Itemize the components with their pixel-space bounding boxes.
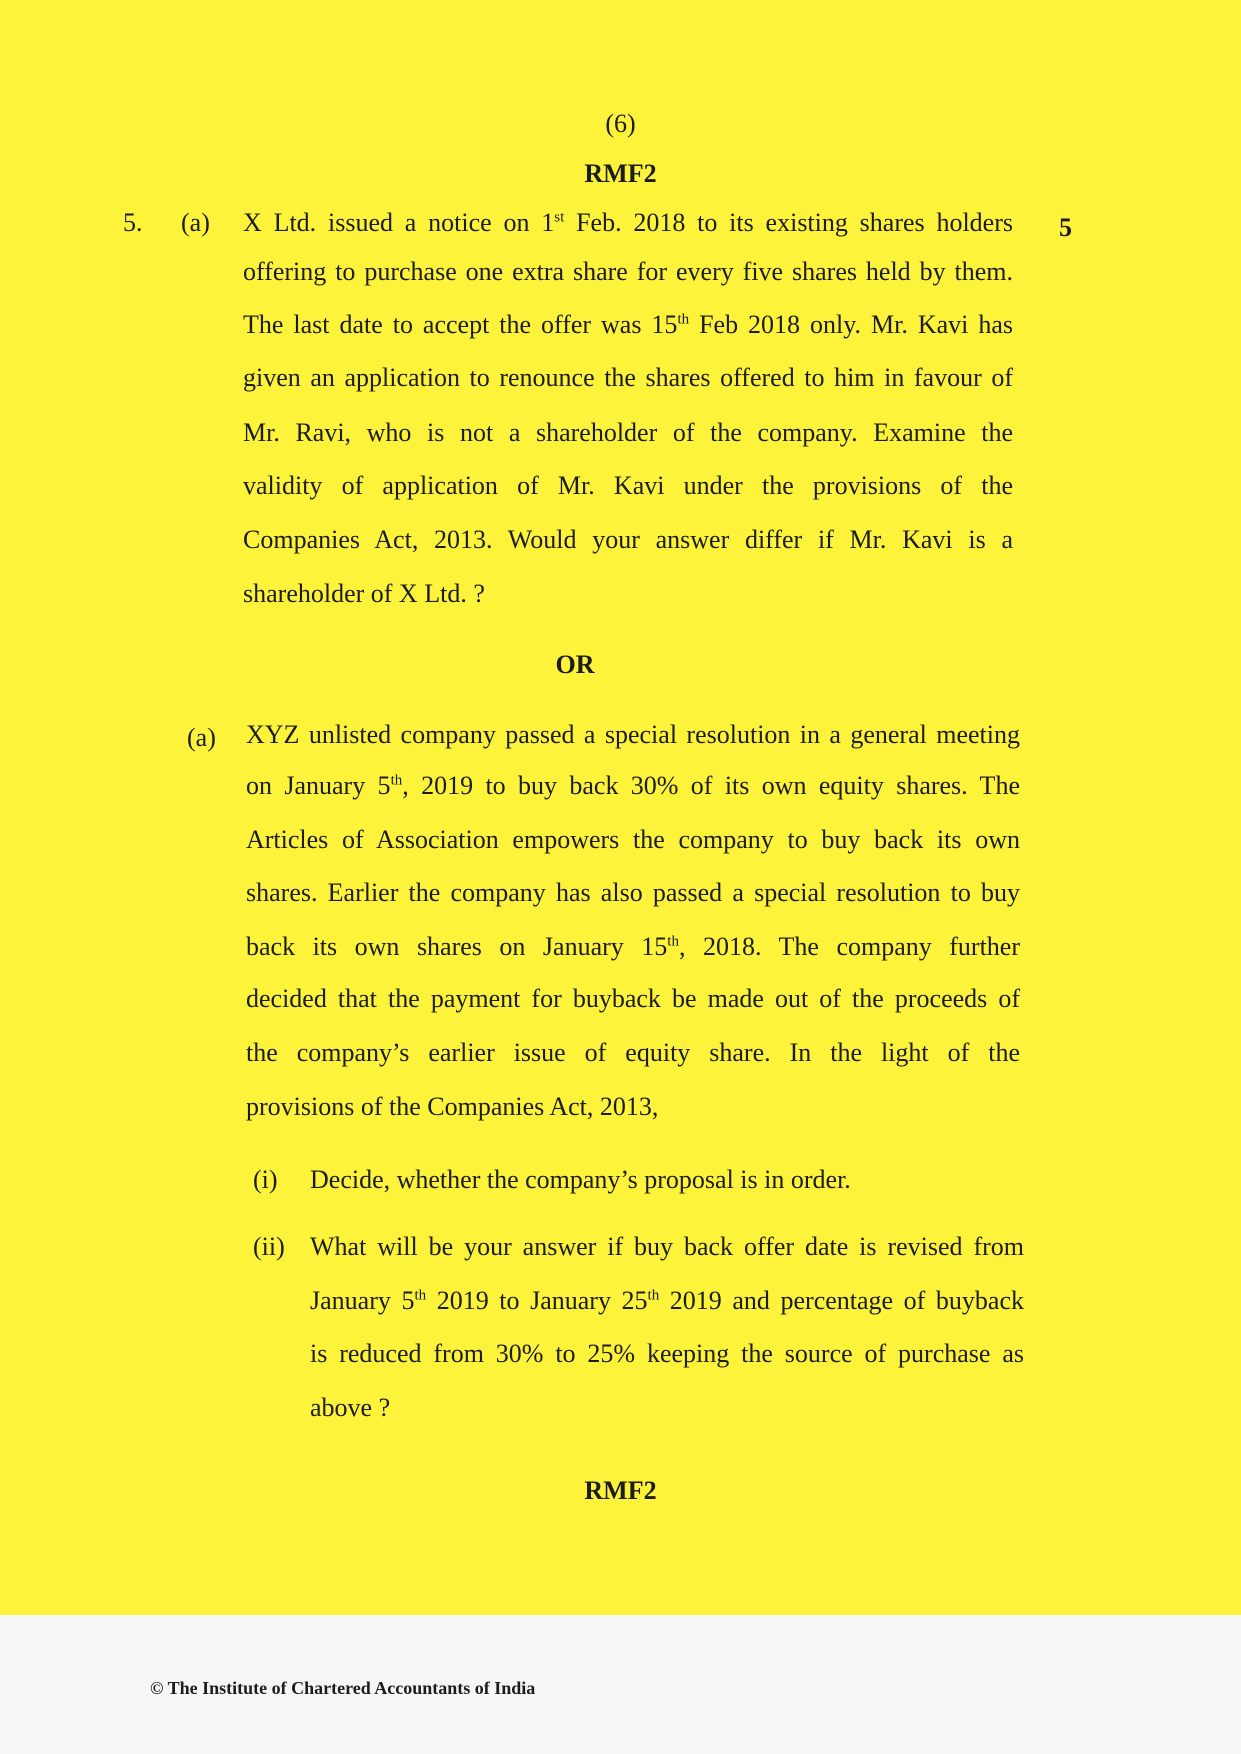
copyright-notice: © The Institute of Chartered Accountants of India [150,1678,536,1698]
sub-question-i-text: Decide, whether the company’s proposal is in order. [310,1165,851,1194]
part-a-alt-line-4: shares. Earlier the company has also passed a special resolution to buy [246,878,1020,907]
question-marks: 5 [1059,213,1072,242]
or-divider: OR [555,650,595,679]
sub-question-ii-line-2: January 5th 2019 to January 25th 2019 and percentage of buyback [310,1286,1024,1315]
part-a-alt-line-3: Articles of Association empowers the company to buy back its own [246,825,1020,854]
part-a-line-2: offering to purchase one extra share for every five shares held by them. [243,257,1013,286]
sub-question-ii-line-1: What will be your answer if buy back offer date is revised from [310,1232,1024,1261]
paper-code-footer: RMF2 [584,1476,657,1505]
page-number: (6) [605,109,636,138]
part-a-alt-line-5: back its own shares on January 15th, 2018. The company further [246,932,1020,961]
part-a-alt-line-2: on January 5th, 2019 to buy back 30% of its own equity shares. The [246,771,1020,800]
part-a-alt-line-8: provisions of the Companies Act, 2013, [246,1092,659,1121]
part-a-line-6: validity of application of Mr. Kavi under the provisions of the [243,471,1013,500]
part-a-alt-line-6: decided that the payment for buyback be made out of the proceeds of [246,984,1020,1013]
sub-question-i-label: (i) [253,1165,278,1194]
sub-question-ii-line-4: above ? [310,1393,391,1422]
part-a-line-7: Companies Act, 2013. Would your answer differ if Mr. Kavi is a [243,525,1013,554]
part-a-line-1: X Ltd. issued a notice on 1st Feb. 2018 to its existing shares holders [243,208,1013,237]
sub-question-ii-label: (ii) [253,1232,285,1261]
part-a-line-3: The last date to accept the offer was 15th Feb 2018 only. Mr. Kavi has [243,310,1013,339]
question-number: 5. [123,208,143,237]
part-a-alt-line-1: XYZ unlisted company passed a special resolution in a general meeting [246,720,1020,749]
part-a-line-5: Mr. Ravi, who is not a shareholder of the company. Examine the [243,418,1013,447]
part-a-alt-line-7: the company’s earlier issue of equity share. In the light of the [246,1038,1020,1067]
paper-code-header: RMF2 [584,159,657,188]
sub-question-ii-line-3: is reduced from 30% to 25% keeping the source of purchase as [310,1339,1024,1368]
part-a-label: (a) [181,208,210,237]
part-a-line-4: given an application to renounce the shares offered to him in favour of [243,363,1013,392]
part-a-line-8: shareholder of X Ltd. ? [243,579,485,608]
part-a-alt-label: (a) [187,723,216,752]
